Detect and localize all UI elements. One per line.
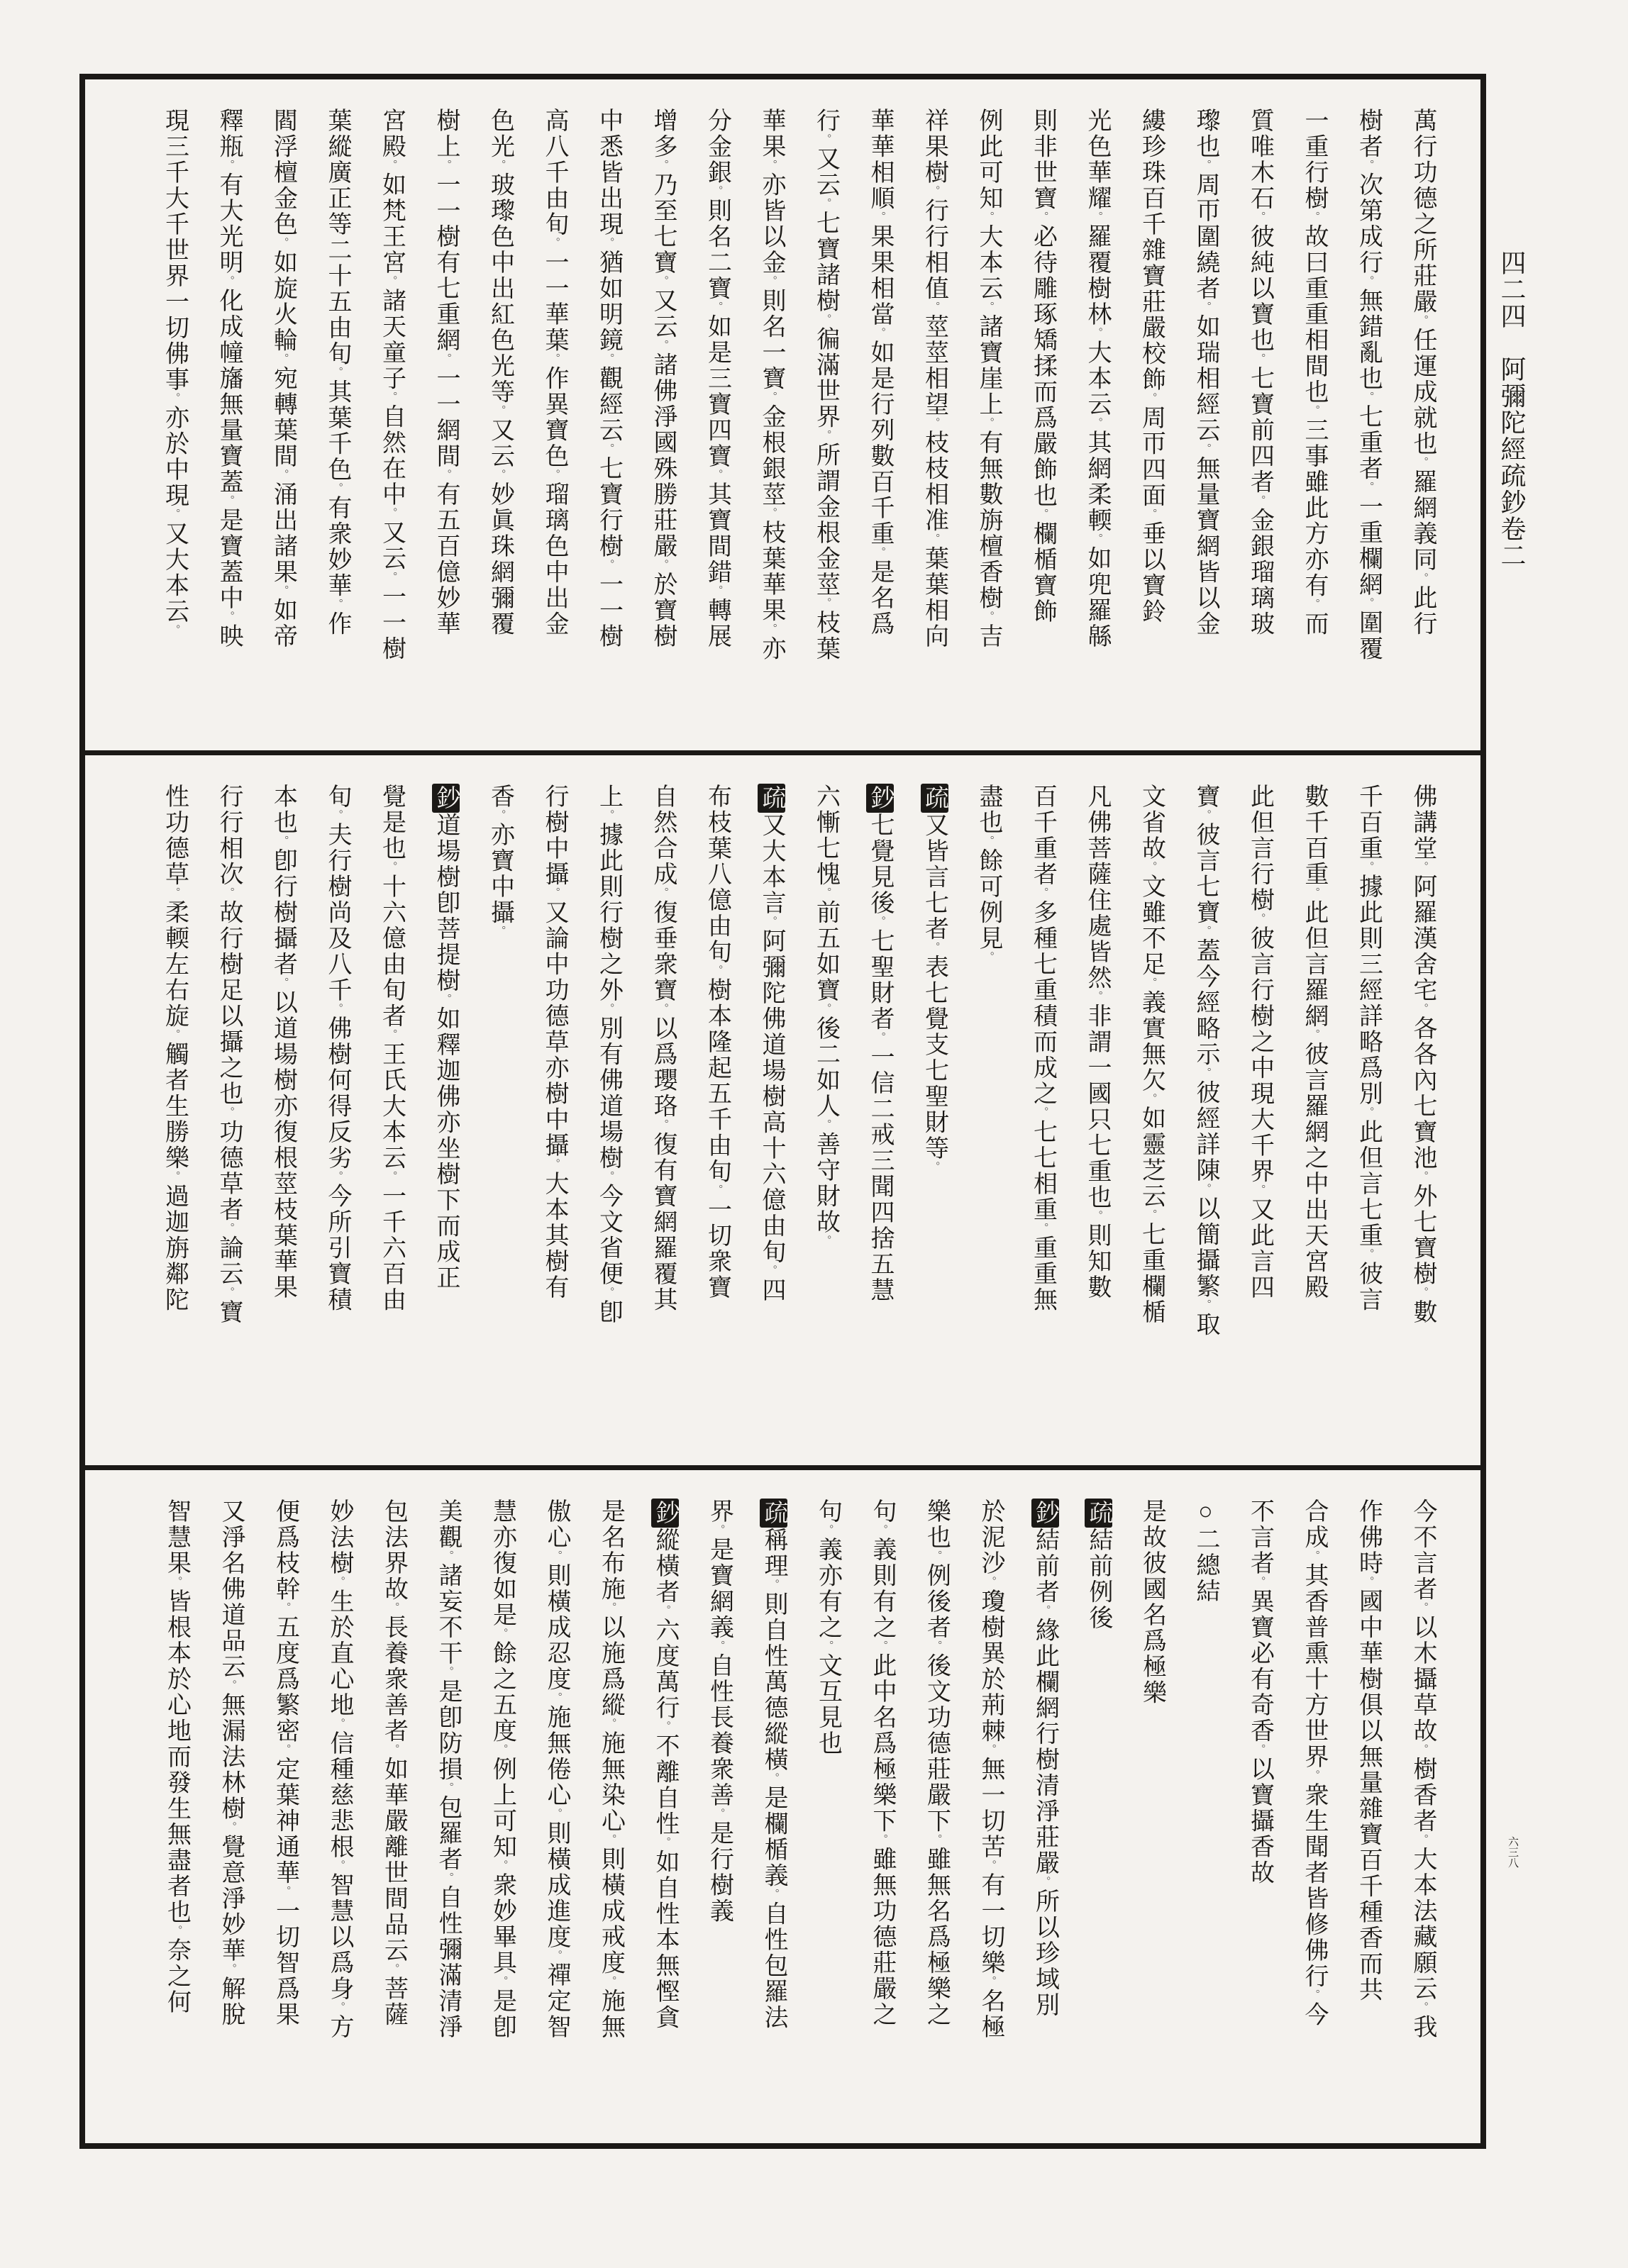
section-marker: 鈔 (1031, 1500, 1058, 1526)
text-column: 傲心。則橫成忍度。施無倦心。則橫成進度。禪定智 (543, 1499, 570, 2040)
text-column: 盡也。餘可例見。 (975, 784, 1002, 964)
margin-page-number-and-title: 四二四 阿彌陀經疏鈔卷二 (1497, 250, 1526, 569)
text-column: 句。義則有之。此中名爲極樂下。雖無功德莊嚴之 (869, 1499, 895, 2028)
text-column: 華果。亦皆以金。則名一寶。金根銀莖。枝葉華果。亦 (758, 108, 785, 662)
text-column: 不言者。異寶必有奇香。以寶攝香故 (1246, 1499, 1273, 1886)
band-divider-1 (85, 750, 1480, 755)
text-column: 行行相次。故行樹足以攝之也。功德草者。論云。寶 (216, 784, 242, 1325)
text-column: 疏又大本言。阿彌陀佛道場樹高十六億由旬。四 (758, 785, 785, 1303)
text-column: 瓈也。周帀圍繞者。如瑞相經云。無量寶網皆以金 (1192, 108, 1219, 637)
text-column: 光色華耀。羅覆樹林。大本云。其網柔輭。如兜羅緜 (1084, 108, 1110, 650)
text-column: 凡佛菩薩住處皆然。非謂一國只七重也。則知數 (1084, 784, 1110, 1301)
text-column: 六慚七愧。前五如寶。後二如人。善守財故。 (812, 784, 839, 1247)
text-column: 閻浮檀金色。如旋火輪。宛轉葉間。涌出諸果。如帝 (270, 108, 297, 650)
text-column: 妙法樹。生於直心地。信種慈悲根。智慧以爲身。方 (326, 1499, 353, 2040)
text-column: 行。又云。七寶諸樹。徧滿世界。所謂金根金莖。枝葉 (812, 108, 839, 662)
text-column: 本也。卽行樹攝者。以道場樹亦復根莖枝葉華果 (270, 784, 297, 1301)
section-marker: 疏 (921, 785, 948, 811)
text-column: 文省故。文雖不足。義實無欠。如靈芝云。七重欄楯 (1138, 784, 1165, 1325)
text-column: 葉縱廣正等二十五由旬。其葉千色。有衆妙華。作 (324, 108, 350, 637)
text-column: 智慧果。皆根本於心地而發生無盡者也。奈之何 (163, 1499, 190, 2016)
text-column: 高八千由旬。一一華葉。作異寶色。瑠璃色中出金 (541, 108, 567, 637)
text-column: 例此可知。大本云。諸寶崖上。有無數旃檀香樹。吉 (975, 108, 1002, 650)
text-column: 疏結前例後 (1085, 1500, 1112, 1631)
text-column: 萬行功德之所莊嚴。任運成就也。羅網義同。此行 (1410, 108, 1436, 637)
text-column: 行樹中攝。又論中功德草亦樹中攝。大本其樹有 (541, 784, 567, 1301)
content-frame (79, 74, 1486, 2149)
text-column: 百千重者。多種七重積而成之。七七相重。重重無 (1029, 784, 1056, 1313)
section-marker: 疏 (1085, 1500, 1112, 1526)
text-column: 增多。乃至七寶。又云。諸佛淨國殊勝莊嚴。於寶樹 (650, 108, 676, 650)
text-band-middle (85, 755, 1480, 1465)
text-column: 釋瓶。有大光明。化成幢旛無量寶蓋。是寶蓋中。映 (216, 108, 242, 650)
text-column: 是名布施。以施爲縱。施無染心。則橫成戒度。施無 (597, 1499, 624, 2040)
text-column: 於泥沙。瓊樹異於荊棘。無一切苦。有一切樂。名極 (978, 1499, 1004, 2040)
text-column: 包法界故。長養衆善者。如華嚴離世間品云。菩薩 (380, 1499, 407, 2028)
text-column: 一重行樹。故曰重重相間也。三事雖此方亦有。而 (1301, 108, 1327, 637)
text-column: 合成。其香普熏十方世界。衆生聞者皆修佛行。今 (1301, 1499, 1327, 2028)
text-column: 鈔七覺見後。七聖財者。一信二戒三聞四捨五慧 (867, 785, 893, 1303)
section-marker: 鈔 (433, 785, 459, 811)
section-marker: 疏 (758, 785, 785, 811)
text-column: 數千百重。此但言羅網。彼言羅網之中出天宮殿 (1301, 784, 1327, 1301)
text-column: 樹上。一一樹有七重網。一一網間。有五百億妙華 (433, 108, 459, 637)
text-column: 覺是也。十六億由旬者。王氏大本云。一千六百由 (378, 784, 405, 1313)
text-column: 性功德草。柔輭左右旋。觸者生勝樂。過迦旃鄰陀 (161, 784, 188, 1313)
text-column: 色光。玻瓈色中出紅色光等。又云。妙眞珠網彌覆 (487, 108, 514, 637)
folio-number: 六三八 (1507, 1836, 1518, 1868)
text-column: 香。亦寶中攝。 (487, 784, 514, 938)
text-column: 現三千大千世界一切佛事。亦於中現。又大本云。 (161, 108, 188, 637)
text-column: 質唯木石。彼純以寶也。七寶前四者。金銀瑠璃玻 (1246, 108, 1273, 637)
text-column: 布枝葉八億由旬。樹本隆起五千由旬。一切衆寶 (704, 784, 731, 1301)
section-marker: 鈔 (867, 785, 893, 811)
text-column: 句。義亦有之。文互見也 (814, 1499, 841, 1757)
text-column: 寶。彼言七寶。蓋今經略示。彼經詳陳。以簡攝繁。取 (1192, 784, 1219, 1338)
text-column: 慧亦復如是。餘之五度。例上可知。衆妙畢具。是卽 (489, 1499, 516, 2040)
section-marker: 疏 (760, 1500, 787, 1526)
text-column: 鈔道場樹卽菩提樹。如釋迦佛亦坐樹下而成正 (433, 785, 459, 1291)
text-column: 佛講堂。阿羅漢舍宅。各各內七寶池。外七寶樹。數 (1410, 784, 1436, 1325)
text-band-top (85, 79, 1480, 750)
text-column: 上。據此則行樹之外。別有佛道場樹。今文省便。卽 (595, 784, 622, 1325)
text-column: 樹者。次第成行。無錯亂也。七重者。一重欄網。圍覆 (1355, 108, 1382, 662)
text-column: 自然合成。復垂衆寶。以爲瓔珞。復有寶網羅覆其 (650, 784, 676, 1313)
text-column: 縷珍珠百千雜寶莊嚴校飾。周帀四面。垂以寶鈴 (1138, 108, 1165, 625)
text-column: 疏又皆言七者。表七覺支七聖財等。 (921, 785, 948, 1174)
text-column: 則非世寶。必待雕琢矯揉而爲嚴飾也。欄楯寶飾 (1029, 108, 1056, 625)
text-column: 美觀。諸妄不干。是卽防損。包羅者。自性彌滿清淨 (435, 1499, 461, 2040)
text-column: 疏稱理。則自性萬德縱橫。是欄楯義。自性包羅法 (760, 1500, 787, 2030)
text-column: 界。是寶網義。自性長養衆善。是行樹義 (706, 1499, 733, 1924)
text-column: 鈔結前者。緣此欄網行樹清淨莊嚴。所以珍域別 (1031, 1500, 1058, 2018)
text-column: 今不言者。以木攝草故。樹香者。大本法藏願云。我 (1410, 1499, 1436, 2040)
text-column: 又淨名佛道品云。無漏法林樹。覺意淨妙華。解脫 (218, 1499, 244, 2028)
text-band-bottom (85, 1470, 1480, 2143)
text-column: 千百重。據此則三經詳略爲別。此但言七重。彼言 (1355, 784, 1382, 1313)
text-column: 祥果樹。行行相值。莖莖相望。枝枝相准。葉葉相向 (921, 108, 948, 650)
text-column: 作佛時。國中華樹俱以無量雜寶百千種香而共 (1355, 1499, 1382, 2003)
text-column: 華華相順。果果相當。如是行列數百千重。是名爲 (867, 108, 893, 637)
section-marker: 鈔 (652, 1500, 678, 1526)
text-column: 鈔縱橫者。六度萬行。不離自性。如自性本無慳貪 (652, 1500, 678, 2030)
text-column: 樂也。例後者。後文功德莊嚴下。雖無名爲極樂之 (923, 1499, 950, 2028)
text-column: 旬。夫行樹尚及八千。佛樹何得反劣。今所引寶積 (324, 784, 350, 1313)
text-column: 中悉皆出現。猶如明鏡。觀經云。七寶行樹。一一樹 (595, 108, 622, 650)
text-column: 便爲枝幹。五度爲繁密。定葉神通華。一切智爲果 (272, 1499, 299, 2028)
text-column: 此但言行樹。彼言行樹之中現大千界。又此言四 (1246, 784, 1273, 1301)
text-column: 分金銀。則名二寶。如是三寶四寶。其寶間錯。轉展 (704, 108, 731, 650)
band-divider-2 (85, 1465, 1480, 1470)
text-column: 是故彼國名爲極樂 (1139, 1499, 1165, 1706)
text-column: 宮殿。如梵王宮。諸天童子。自然在中。又云。一一樹 (378, 108, 405, 662)
text-column: ○二總結 (1192, 1499, 1219, 1604)
